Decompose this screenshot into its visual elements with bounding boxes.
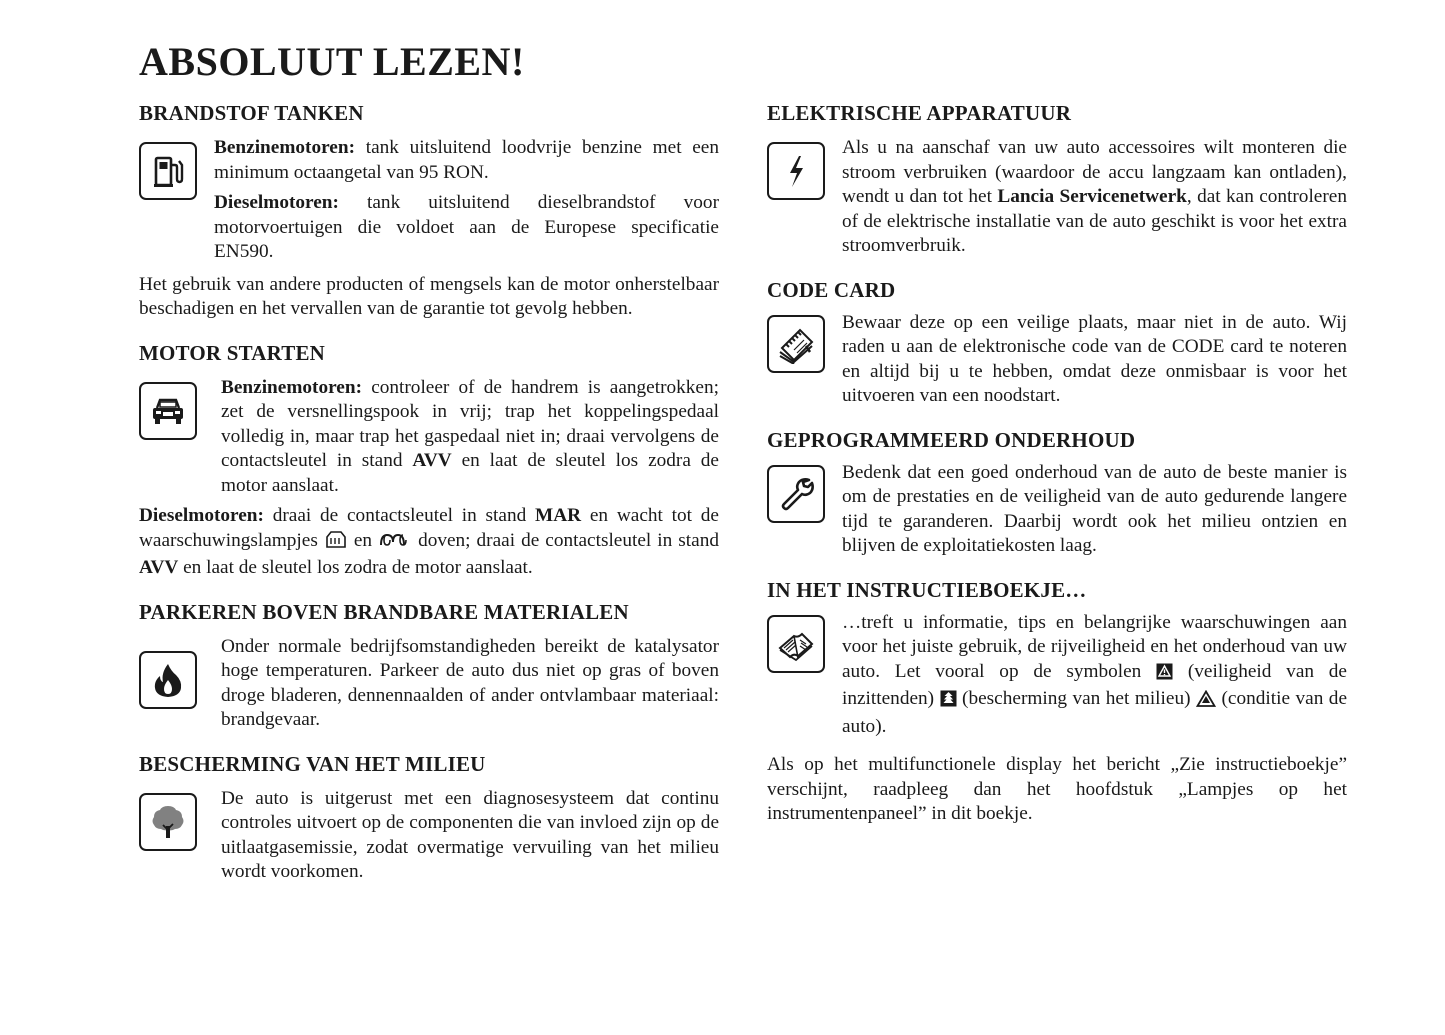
glow-plug-icon — [378, 531, 412, 557]
section-heading: MOTOR STARTEN — [139, 340, 326, 365]
display-note-paragraph: Als op het multifunctionele display het bericht „Zie instructieboekje” verschijnt, raadpleeg dan het hoofdstuk „Lampjes op het instrumentenpaneel” in dit boekje. — [767, 754, 1347, 824]
page-title: ABSOLUUT LEZEN! — [139, 39, 525, 84]
section-heading: PARKEREN BOVEN BRANDBARE MATERIALEN — [139, 599, 629, 624]
section-heading: GEPROGRAMMEERD ONDERHOUD — [767, 427, 1136, 452]
section-heading: BESCHERMING VAN HET MILIEU — [139, 751, 486, 776]
section-heading: CODE CARD — [767, 277, 896, 302]
fuel-petrol-paragraph: Benzinemotoren: tank uitsluitend loodvrije benzine met een minimum octaangetal van 95 RON. — [214, 137, 719, 183]
vehicle-condition-symbol-icon — [1196, 690, 1216, 715]
section-maintenance — [767, 427, 1347, 559]
wrench-icon — [767, 465, 825, 523]
left-column — [139, 100, 719, 899]
open-book-icon — [767, 615, 825, 673]
code-card-icon — [767, 315, 825, 373]
manual-paragraph: …treft u informatie, tips en belangrijke waarschuwingen aan voor het juiste gebruik, de rijveiligheid en het onderhoud van uw auto. Let vooral op de symbolen (veiligheid van de inzittenden) (bescherming van het milieu) (conditie van de auto). — [842, 611, 1348, 737]
electrical-paragraph: Als u na aanschaf van uw auto accessoires wilt monteren die stroom verbruiken (waardoor de accu langzaam kan ontladen), wendt u dan tot het Lancia Servicenetwerk, dat kan controleren of de elektrische installatie van de auto geschikt is voor het extra stroomverbruik. — [842, 137, 1347, 256]
car-front-icon — [139, 382, 197, 440]
section-codecard — [767, 277, 1347, 409]
right-column — [767, 100, 1347, 841]
fuel-pump-icon — [139, 142, 197, 200]
section-parking — [139, 599, 719, 733]
tree-icon — [139, 793, 197, 851]
maintenance-paragraph: Bedenk dat een goed onderhoud van de auto de beste manier is om de prestaties en de veiligheid van de auto gedurende langere tijd te garanderen. Daarbij wordt ook het milieu ontzien en blijven de exploitatiekosten laag. — [842, 461, 1347, 556]
lightning-icon — [767, 142, 825, 200]
section-heading: BRANDSTOF TANKEN — [139, 101, 364, 125]
preheat-warning-icon — [324, 529, 348, 557]
section-electrical — [767, 100, 1347, 259]
section-heading: ELEKTRISCHE APPARATUUR — [767, 101, 1072, 125]
occupant-safety-symbol-icon — [1156, 663, 1173, 688]
section-environment — [139, 751, 719, 885]
flame-icon — [139, 651, 197, 709]
fuel-note: Het gebruik van andere producten of mengsels kan de motor onherstelbaar beschadigen en het vervallen van de garantie tot gevolg hebben. — [139, 273, 719, 319]
start-diesel-paragraph: Dieselmotoren: draai de contactsleutel in stand MAR en wacht tot de waarschuwingslampjes en doven; draai de contactsleutel in stand AVV en laat de sleutel los zodra de motor aanslaat. — [139, 505, 719, 578]
fuel-diesel-paragraph: Dieselmotoren: tank uitsluitend dieselbrandstof voor motorvoertuigen die voldoet aan de Europese specificatie EN590. — [214, 192, 719, 262]
section-start — [139, 340, 719, 581]
start-petrol-paragraph: Benzinemotoren: controleer of de handrem is aangetrokken; zet de versnellingspook in vrij; trap het koppelingspedaal volledig in, maar trap het gaspedaal niet in; draai vervolgens de contactsleutel in stand AVV en laat de sleutel los zodra de motor aanslaat. — [221, 376, 719, 496]
section-fuel — [139, 100, 719, 322]
environment-symbol-icon — [940, 690, 957, 715]
codecard-paragraph: Bewaar deze op een veilige plaats, maar niet in de auto. Wij raden u aan de elektronische code van de CODE card te noteren en altijd bij u te hebben, omdat deze onmisbaar is voor het uitvoeren van een noodstart. — [842, 311, 1347, 406]
environment-paragraph: De auto is uitgerust met een diagnosesysteem dat continu controles uitvoert op de componenten die van invloed zijn op de uitlaatgasemissie, zodat overmatige vervuiling van het milieu wordt voorkomen. — [221, 787, 719, 882]
parking-paragraph: Onder normale bedrijfsomstandigheden bereikt de katalysator hoge temperaturen. Parkeer de auto dus niet op gras of boven droge bladeren, dennennaalden of ander ontvlambaar materiaal: brandgevaar. — [221, 635, 719, 730]
section-heading: IN HET INSTRUCTIEBOEKJE… — [767, 577, 1087, 602]
section-manual — [767, 577, 1347, 827]
